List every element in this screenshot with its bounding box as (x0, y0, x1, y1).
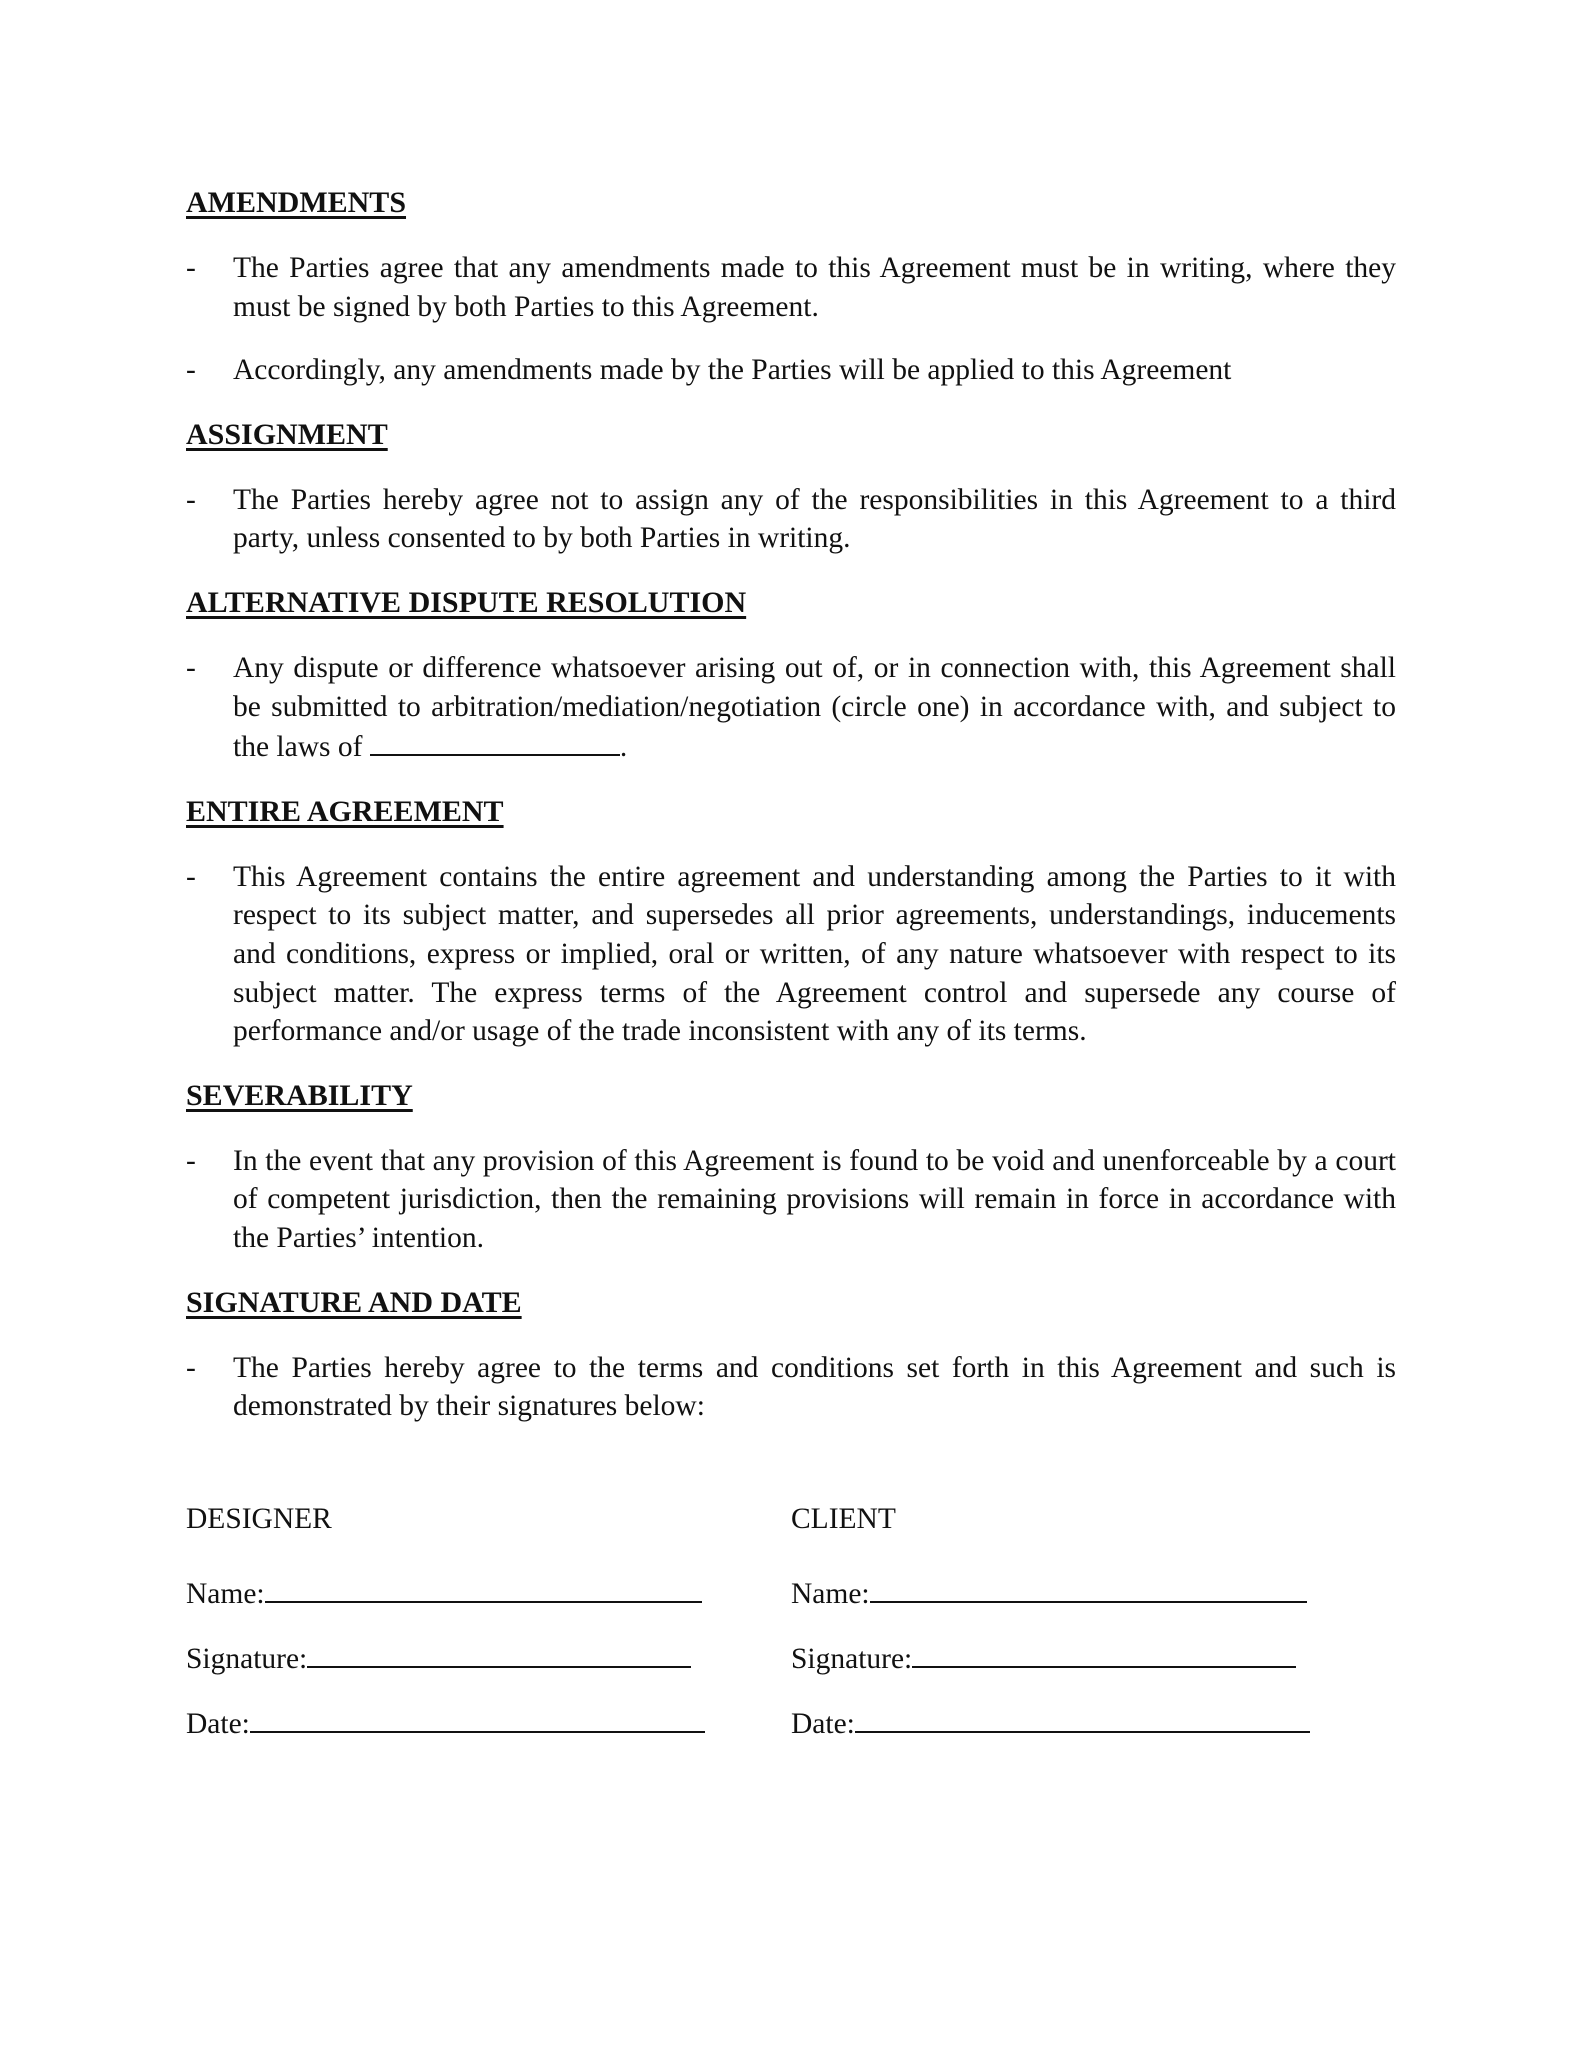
clause-item (186, 481, 1396, 558)
client-name-field[interactable] (870, 1571, 1307, 1603)
dash-bullet: - (186, 1144, 196, 1177)
client-signature-field[interactable] (912, 1636, 1296, 1668)
clause-text: In the event that any provision of this Agreement is found to be void and unenforceable by a court of competent jurisdiction, then the remaining provisions will remain in force in accordance with the Parties’ intention. (233, 1144, 1396, 1254)
clause-item (186, 351, 1396, 390)
client-name-row (791, 1571, 1310, 1613)
clause-item (186, 249, 1396, 326)
section-severability (186, 1076, 1396, 1258)
document-body (186, 183, 1396, 1451)
clause-text: This Agreement contains the entire agreement and understanding among the Parties to it with respect to its subject matter, and supersedes all prior agreements, understandings, inducements and conditions, express or implied, oral or written, of any nature whatsoever with respect to its subject matter. The express terms of the Agreement control and supersede any course of performance and/or usage of the trade inconsistent with any of its terms. (233, 860, 1396, 1048)
clause-item (186, 649, 1396, 767)
section-heading: SEVERABILITY (186, 1078, 413, 1112)
dash-bullet: - (186, 483, 196, 516)
clause-text: The Parties hereby agree to the terms and conditions set forth in this Agreement and such is demonstrated by their signatures below: (233, 1351, 1396, 1423)
section-heading: SIGNATURE AND DATE (186, 1285, 522, 1319)
signature-block (186, 1500, 1396, 1750)
designer-signature-column (186, 1500, 705, 1766)
date-label: Date: (791, 1708, 855, 1740)
section-heading: AMENDMENTS (186, 186, 407, 219)
name-label: Name: (186, 1578, 265, 1610)
client-signature-row (791, 1636, 1310, 1678)
clause-item (186, 1142, 1396, 1258)
clause-item (186, 858, 1396, 1051)
designer-signature-row (186, 1636, 705, 1678)
clause-item (186, 1349, 1396, 1426)
dash-bullet: - (186, 860, 196, 893)
dash-bullet: - (186, 1351, 196, 1384)
signature-label: Signature: (186, 1643, 308, 1675)
client-signature-column (791, 1500, 1310, 1766)
designer-date-field[interactable] (250, 1701, 705, 1733)
date-label: Date: (186, 1708, 250, 1740)
client-date-field[interactable] (855, 1701, 1310, 1733)
designer-name-row (186, 1571, 705, 1613)
designer-signature-field[interactable] (307, 1636, 691, 1668)
name-label: Name: (791, 1578, 870, 1610)
client-date-row (791, 1701, 1310, 1743)
designer-date-row (186, 1701, 705, 1743)
section-assignment (186, 415, 1396, 558)
designer-name-field[interactable] (265, 1571, 702, 1603)
laws-of-blank-field[interactable] (370, 726, 620, 756)
clause-text: The Parties agree that any amendments made to this Agreement must be in writing, where they must be signed by both Parties to this Agreement. (233, 252, 1396, 323)
clause-text: Accordingly, any amendments made by the Parties will be applied to this Agreement (233, 354, 1232, 387)
designer-title: DESIGNER (186, 1503, 332, 1535)
section-amendments (186, 183, 1396, 390)
dash-bullet: - (186, 354, 196, 387)
section-heading: ASSIGNMENT (186, 417, 388, 451)
clause-text: The Parties hereby agree not to assign any of the responsibilities in this Agreement to a third party, unless consented to by both Parties in writing. (233, 483, 1396, 555)
section-entire-agreement (186, 792, 1396, 1051)
section-signature-and-date (186, 1283, 1396, 1426)
section-heading: ENTIRE AGREEMENT (186, 794, 504, 828)
dash-bullet: - (186, 252, 196, 284)
signature-label: Signature: (791, 1643, 913, 1675)
dash-bullet: - (186, 651, 196, 684)
client-title: CLIENT (791, 1503, 896, 1535)
clause-suffix: . (619, 731, 628, 764)
clause-text: Any dispute or difference whatsoever arising out of, or in connection with, this Agreement shall be submitted to arbitration/mediation/negotiation (circle one) in accordance with, and subject to the laws of (233, 651, 1396, 764)
section-dispute-resolution (186, 583, 1396, 767)
section-heading: ALTERNATIVE DISPUTE RESOLUTION (186, 585, 747, 619)
